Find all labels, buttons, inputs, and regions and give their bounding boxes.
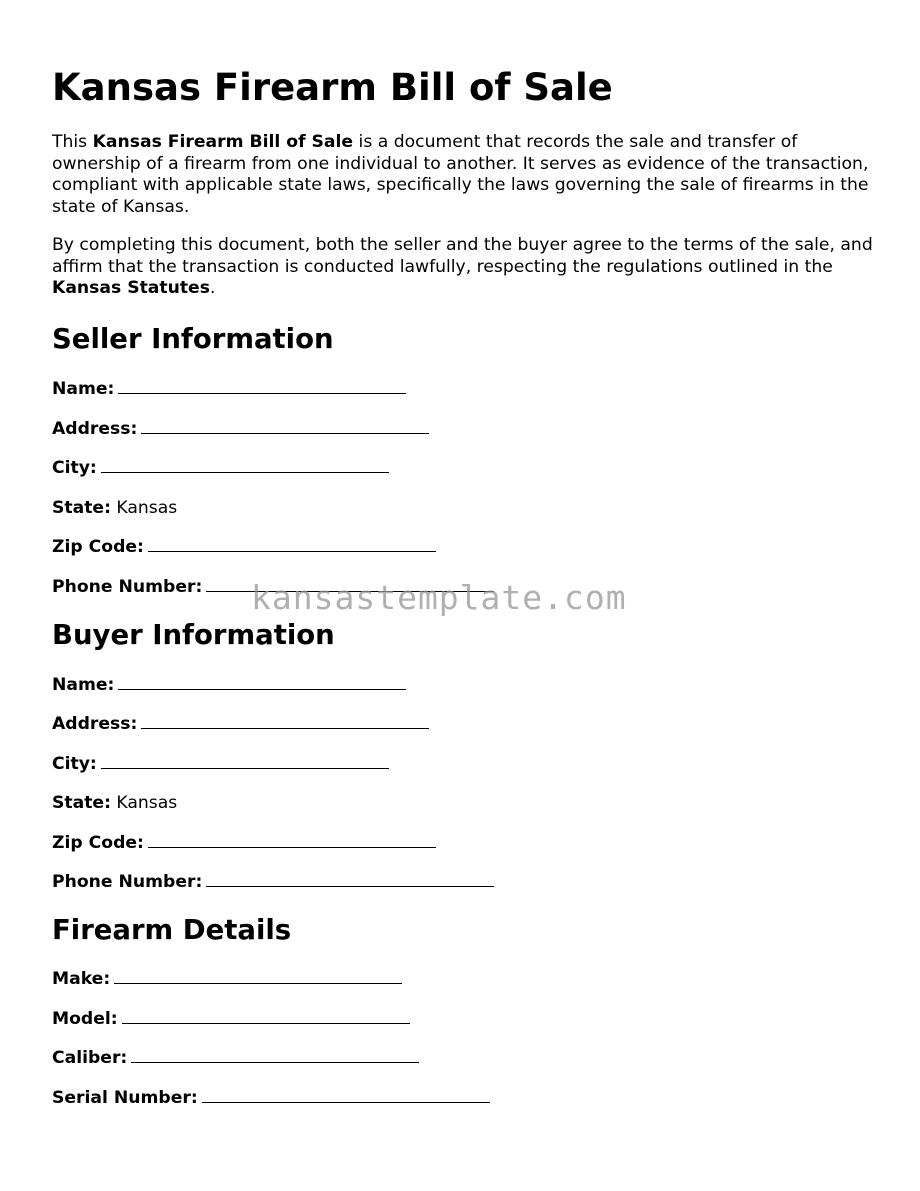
seller-name-blank[interactable]	[118, 379, 406, 394]
intro-p2-end: .	[209, 278, 216, 298]
firearm-serial-label: Serial Number:	[52, 1088, 198, 1108]
seller-city-blank[interactable]	[101, 458, 389, 473]
buyer-state-value: Kansas	[110, 793, 178, 813]
seller-phone-field[interactable]	[52, 576, 494, 598]
firearm-caliber-blank[interactable]	[131, 1048, 419, 1063]
seller-address-field[interactable]	[52, 418, 429, 440]
seller-heading: Seller Information	[52, 323, 334, 355]
watermark-text: kansastemplate.com	[251, 578, 627, 617]
buyer-phone-field[interactable]	[52, 871, 494, 893]
buyer-address-field[interactable]	[52, 713, 429, 735]
firearm-serial-field[interactable]	[52, 1087, 490, 1109]
buyer-address-label: Address:	[52, 714, 138, 734]
buyer-name-blank[interactable]	[118, 675, 406, 690]
buyer-address-blank[interactable]	[141, 714, 429, 729]
buyer-state-label: State:	[52, 793, 111, 813]
seller-state-label: State:	[52, 498, 111, 518]
firearm-model-label: Model:	[52, 1009, 118, 1029]
buyer-heading: Buyer Information	[52, 619, 335, 651]
seller-address-label: Address:	[52, 419, 138, 439]
firearm-caliber-label: Caliber:	[52, 1048, 128, 1068]
intro-p1-rest: is a document that records the sale and transfer of ownership of a firearm from one individual to another. It serves as evidence of the transaction, compliant with applicable state laws, specifically the laws governing the sale of firearms in the state of Kansas.	[52, 132, 869, 217]
firearm-heading: Firearm Details	[52, 914, 292, 946]
seller-zip-label: Zip Code:	[52, 537, 144, 557]
firearm-section	[52, 913, 292, 1108]
seller-zip-field[interactable]	[52, 536, 436, 558]
seller-section	[52, 322, 334, 597]
buyer-section	[52, 618, 335, 892]
firearm-serial-blank[interactable]	[202, 1088, 490, 1103]
buyer-name-label: Name:	[52, 675, 115, 695]
intro-p2-bold: Kansas Statutes	[52, 278, 210, 298]
seller-name-field[interactable]	[52, 378, 406, 400]
buyer-city-blank[interactable]	[101, 754, 389, 769]
firearm-make-label: Make:	[52, 969, 111, 989]
seller-phone-blank[interactable]	[206, 577, 494, 592]
intro-p1-lead: This	[52, 132, 93, 152]
seller-city-label: City:	[52, 458, 97, 478]
seller-state-value: Kansas	[110, 498, 178, 518]
seller-phone-label: Phone Number:	[52, 577, 203, 597]
seller-state-field	[52, 497, 177, 519]
seller-address-blank[interactable]	[141, 419, 429, 434]
buyer-city-field[interactable]	[52, 753, 389, 775]
buyer-zip-field[interactable]	[52, 832, 436, 854]
seller-zip-blank[interactable]	[148, 537, 436, 552]
buyer-phone-label: Phone Number:	[52, 872, 203, 892]
buyer-city-label: City:	[52, 754, 97, 774]
intro-p2-lead: By completing this document, both the seller and the buyer agree to the terms of the sale, and affirm that the transaction is conducted lawfully, respecting the regulations outlined in the	[52, 235, 873, 277]
buyer-zip-label: Zip Code:	[52, 833, 144, 853]
firearm-model-field[interactable]	[52, 1008, 410, 1030]
buyer-state-field	[52, 792, 177, 814]
buyer-zip-blank[interactable]	[148, 833, 436, 848]
firearm-make-field[interactable]	[52, 968, 402, 990]
intro-p1-bold: Kansas Firearm Bill of Sale	[92, 132, 354, 152]
intro-paragraph-1	[52, 132, 882, 218]
buyer-name-field[interactable]	[52, 674, 406, 696]
buyer-phone-blank[interactable]	[206, 872, 494, 887]
seller-city-field[interactable]	[52, 457, 389, 479]
document-page	[52, 0, 882, 300]
firearm-caliber-field[interactable]	[52, 1047, 419, 1069]
firearm-make-blank[interactable]	[114, 969, 402, 984]
page-title: Kansas Firearm Bill of Sale	[52, 66, 613, 109]
seller-name-label: Name:	[52, 379, 115, 399]
intro-paragraph-2	[52, 235, 882, 300]
firearm-model-blank[interactable]	[122, 1009, 410, 1024]
